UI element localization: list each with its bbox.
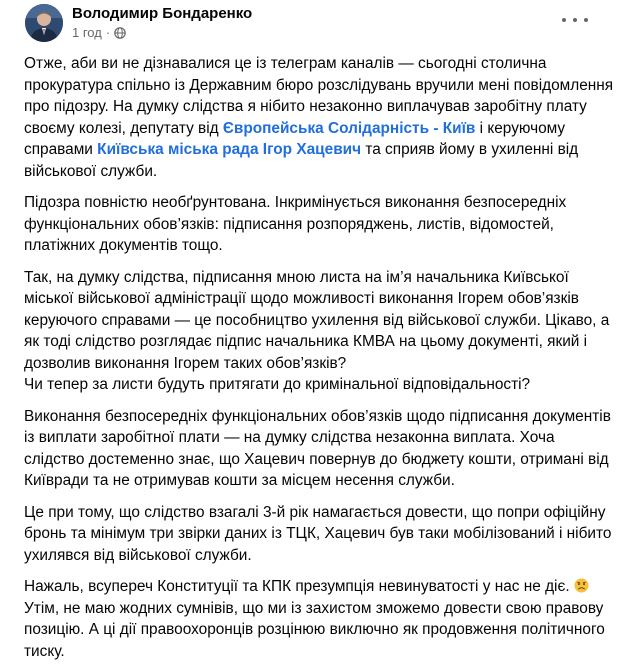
globe-icon[interactable] — [114, 27, 126, 39]
author-name[interactable]: Володимир Бондаренко — [72, 5, 253, 22]
paragraph-3b: Чи тепер за листи будуть притягати до кримінальної відповідальності? — [24, 376, 531, 393]
tag-european-solidarity-kyiv[interactable]: Європейська Солідарність - Київ — [222, 119, 476, 137]
paragraph-6a: Нажаль, всупереч Конституції та КПК презумпція невинуватості у нас не діє. — [24, 576, 616, 598]
post-time[interactable]: 1 год — [72, 25, 102, 40]
post-text — [24, 53, 616, 672]
paragraph-3a: Так, на думку слідства, підписання мною листа на ім’я начальника Київської міської військової адміністрації щодо можливості виконання Ігорем обов’язків керуючого справами — це пособництво ухилення від військової служби. Цікаво, а як тоді слідство розглядає підпис начальника КМВА на цьому документі, який і дозволив виконання Ігорем таких обов’язків? — [24, 268, 610, 372]
tag-kyiv-city-council[interactable]: Київська міська рада — [97, 141, 259, 158]
paragraph-2: Підозра повністю необґрунтована. Інкримінується виконання безпосередніх функціональних обов’язків: підписання розпоряджень, листів, відомостей, платіжних документів тощо. — [24, 194, 567, 254]
separator-dot: · — [105, 25, 111, 40]
sad-face-emoji — [574, 578, 589, 593]
post-header — [12, 0, 608, 52]
paragraph-4: Виконання безпосередніх функціональних обов’язків щодо підписання документів із виплати заробітної плати — на думку слідства незаконна виплата. Хоча слідство достеменно знає, що Хацевич повернув до бюджету кошти, отримані від Київради та не отримував кошти за місцем несення служби. — [24, 407, 611, 489]
paragraph-5: Це при тому, що слідство взагалі 3-й рік намагається довести, що попри офіційну бронь та мінімум три звірки даних із ТЦК, Хацевич був таки мобілізований і нібито ухилявся від військової служби. — [24, 503, 612, 564]
tag-ihor-khatsevych[interactable]: Ігор Хацевич — [262, 141, 362, 158]
author-avatar[interactable] — [25, 4, 63, 42]
more-options-icon[interactable] — [562, 10, 588, 30]
paragraph-6b: Утім, не маю жодних сумнівів, що ми із захистом зможемо довести свою правову позицію. А ці дії правоохоронців розцінюю виключно як продовження політичного тиску. — [24, 599, 605, 660]
avatar-image — [25, 4, 63, 42]
paragraph-1: Отже, аби ви не дізнавалися це із телеграм каналів — сьогодні столична прокуратура спільно із Державним бюро розслідувань вручили мені повідомлення про підозру. На думку слідства я нібито незаконно виплачував заробітну плату своєму колезі, депутату від Європейська Солідарність - Київ і керуючому справами Київська міська рада Ігор Хацевич та сприяв йому в ухиленні від військової служби. — [24, 55, 614, 180]
post-meta — [72, 4, 252, 41]
post-subline — [72, 25, 252, 41]
